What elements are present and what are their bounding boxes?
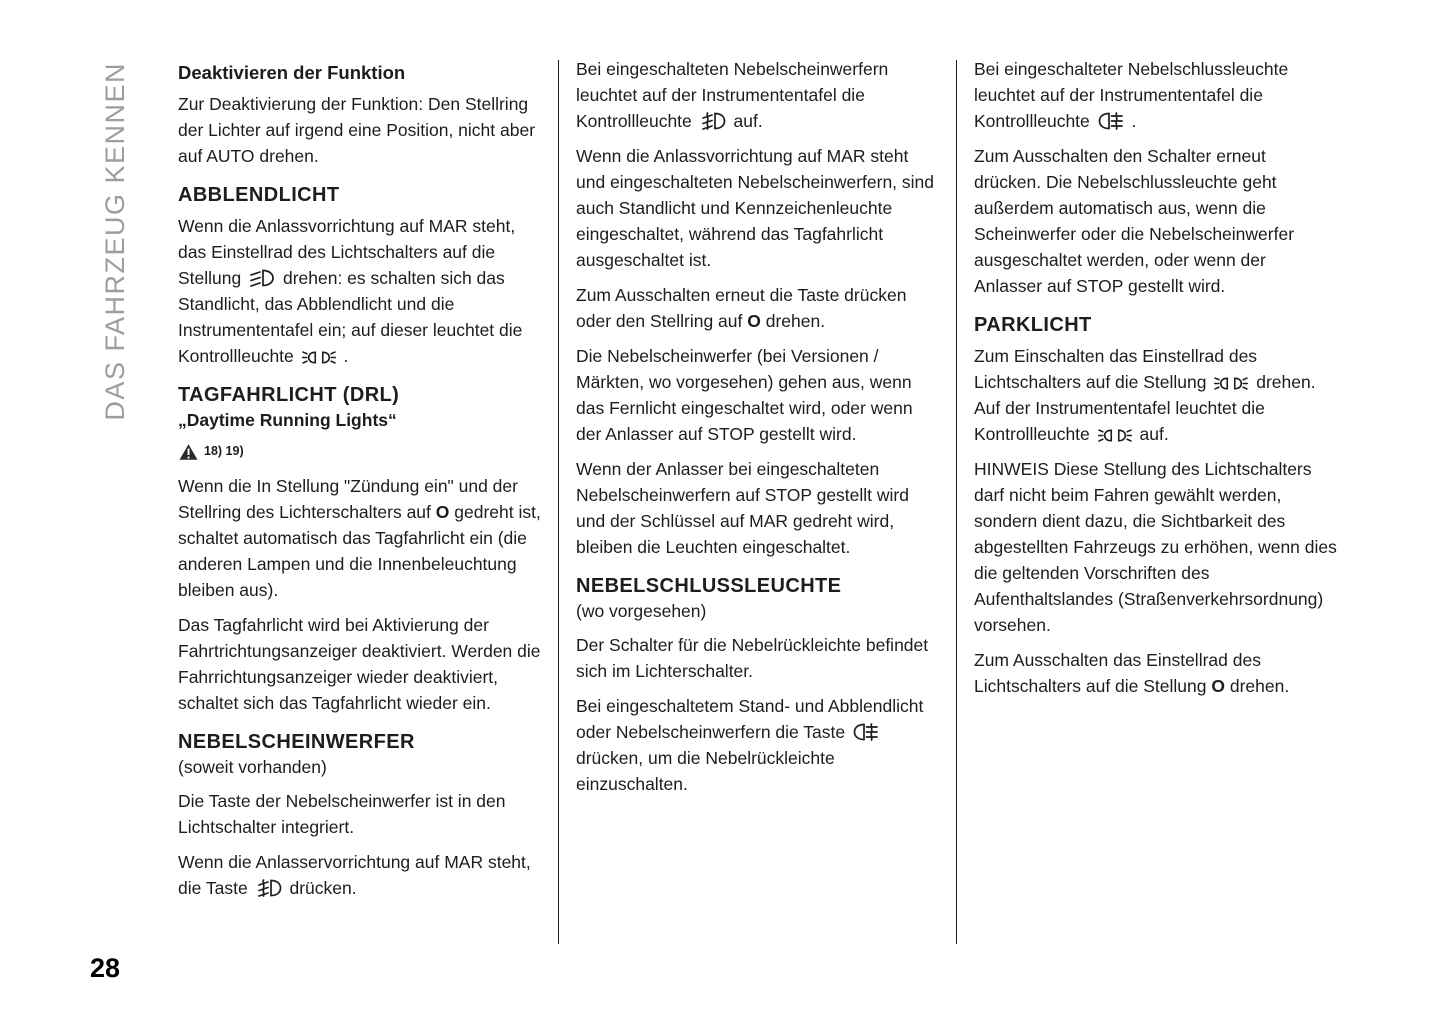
- text-segment: Wenn die Anlassvorrichtung auf MAR steht und eingeschalteten Nebelscheinwerfern, sind auch Standlicht und Kennzeichenleuchte eingeschaltet, während das Tagfahrlicht ausgeschaltet ist.: [576, 146, 935, 270]
- text-segment: Wenn die In Stellung "Zündung ein" und der Stellring des Lichterschalters auf: [178, 476, 518, 522]
- text-segment: Wenn die Anlassvorrichtung auf MAR steht, das Einstellrad des Lichtschalters auf die Stellung: [178, 216, 516, 288]
- text-segment: .: [338, 346, 349, 366]
- paragraph: [576, 693, 939, 797]
- section-subheading: „Daytime Running Lights“: [178, 410, 397, 430]
- paragraph: [576, 343, 939, 447]
- section-heading: NEBELSCHEINWERFER: [178, 731, 415, 753]
- paragraph: [576, 56, 939, 134]
- paragraph: [178, 91, 541, 169]
- text-segment: drehen. Auf der Instrumententafel leuchtet die Kontrollleuchte: [974, 372, 1316, 444]
- section-heading: ABBLENDLICHT: [178, 184, 340, 206]
- text-segment: O: [747, 311, 761, 331]
- column-2: [576, 56, 939, 806]
- front-fog-icon: [700, 112, 726, 130]
- column-divider-1: [558, 60, 559, 944]
- paragraph: [974, 647, 1337, 699]
- text-segment: Wenn die Anlasservorrichtung auf MAR steht, die Taste: [178, 852, 531, 898]
- text-segment: Die Nebelscheinwerfer (bei Versionen / Märkten, wo vorgesehen) gehen aus, wenn das Fernlicht eingeschaltet wird, oder wenn der Anlasser auf STOP gestellt wird.: [576, 346, 913, 444]
- text-segment: auf.: [728, 111, 763, 131]
- rear-fog-icon: [1098, 112, 1124, 130]
- paragraph: [178, 213, 541, 369]
- content-columns: [178, 56, 1337, 944]
- position-lights-icon: [302, 350, 336, 365]
- text-segment: Zum Ausschalten erneut die Taste drücken oder den Stellring auf: [576, 285, 907, 331]
- paragraph: [178, 612, 541, 716]
- text-segment: Das Tagfahrlicht wird bei Aktivierung der Fahrtrichtungsanzeiger deaktiviert. Werden die Fahrrichtungsanzeiger wieder deaktiviert, schaltet sich das Tagfahrlicht wieder ein.: [178, 615, 541, 713]
- availability-note: (wo vorgesehen): [576, 601, 707, 621]
- paragraph: [178, 473, 541, 603]
- paragraph: [576, 282, 939, 334]
- text-segment: O: [1211, 676, 1225, 696]
- chapter-sidebar-label: DAS FAHRZEUG KENNEN: [100, 62, 130, 421]
- text-segment: Zum Ausschalten den Schalter erneut drücken. Die Nebelschlussleuchte geht außerdem automatisch aus, wenn die Scheinwerfer oder die Nebelscheinwerfer ausgeschaltet werden, oder wenn der Anlasser auf STOP gestellt wird.: [974, 146, 1295, 296]
- text-segment: Zur Deaktivierung der Funktion: Den Stellring der Lichter auf irgend eine Position, nicht aber auf AUTO drehen.: [178, 94, 536, 166]
- text-segment: Zum Ausschalten das Einstellrad des Lichtschalters auf die Stellung: [974, 650, 1261, 696]
- position-lights-icon: [1098, 428, 1132, 443]
- availability-note: (soweit vorhanden): [178, 757, 327, 777]
- text-segment: drücken.: [284, 878, 357, 898]
- paragraph: [974, 343, 1337, 447]
- low-beam-icon: [249, 269, 275, 287]
- paragraph: [974, 56, 1337, 134]
- position-lights-icon: [1214, 376, 1248, 391]
- paragraph: [178, 849, 541, 901]
- section-heading: TAGFAHRLICHT (DRL): [178, 384, 400, 406]
- text-segment: Bei eingeschaltetem Stand- und Abblendlicht oder Nebelscheinwerfern die Taste: [576, 696, 924, 742]
- paragraph: [576, 143, 939, 273]
- paragraph: [974, 456, 1337, 638]
- text-segment: drehen.: [760, 311, 826, 331]
- text-segment: drehen: es schalten sich das Standlicht, das Abblendlicht und die Instrumententafel ein; auf dieser leuchtet die Kontrollleuchte: [178, 268, 523, 366]
- text-segment: .: [1126, 111, 1137, 131]
- rear-fog-icon: [853, 723, 879, 741]
- section-heading: NEBELSCHLUSSLEUCHTE: [576, 575, 842, 597]
- text-segment: drücken, um die Nebelrückleichte einzuschalten.: [576, 748, 835, 794]
- text-segment: Der Schalter für die Nebelrückleichte befindet sich im Lichterschalter.: [576, 635, 929, 681]
- paragraph: [974, 143, 1337, 299]
- section-heading: PARKLICHT: [974, 314, 1092, 336]
- text-segment: Wenn der Anlasser bei eingeschalteten Nebelscheinwerfern auf STOP gestellt wird und der Schlüssel auf MAR gedreht wird, bleiben die Leuchten eingeschaltet.: [576, 459, 909, 557]
- text-segment: Bei eingeschalteter Nebelschlussleuchte leuchtet auf der Instrumententafel die Kontrollleuchte: [974, 59, 1289, 131]
- text-segment: gedreht ist, schaltet automatisch das Tagfahrlicht ein (die anderen Lampen und die Innenbeleuchtung bleiben aus).: [178, 502, 541, 600]
- section-heading: Deaktivieren der Funktion: [178, 62, 406, 83]
- text-segment: O: [435, 502, 450, 522]
- text-segment: Die Taste der Nebelscheinwerfer ist in den Lichtschalter integriert.: [178, 791, 506, 837]
- column-divider-2: [956, 60, 957, 944]
- text-segment: auf.: [1134, 424, 1169, 444]
- text-segment: Zum Einschalten das Einstellrad des Lichtschalters auf die Stellung: [974, 346, 1258, 392]
- page-number: 28: [90, 953, 121, 983]
- front-fog-icon: [256, 879, 282, 897]
- paragraph: [178, 788, 541, 840]
- reference-numbers: 18) 19): [204, 444, 244, 458]
- text-segment: drehen.: [1225, 676, 1290, 696]
- text-segment: HINWEIS Diese Stellung des Lichtschalters darf nicht beim Fahren gewählt werden, sondern dient dazu, die Sichtbarkeit des abgestellten Fahrzeugs zu erhöhen, wenn dies die geltenden Vorschriften des Aufenthaltslandes (Straßenverkehrsordnung) vorsehen.: [974, 459, 1337, 635]
- paragraph: [576, 456, 939, 560]
- warning-note: [178, 443, 541, 461]
- text-segment: Bei eingeschalteten Nebelscheinwerfern leuchtet auf der Instrumententafel die Kontrollleuchte: [576, 59, 889, 131]
- column-1: [178, 56, 541, 910]
- column-3: [974, 56, 1337, 708]
- paragraph: [576, 632, 939, 684]
- warning-icon: [178, 443, 199, 461]
